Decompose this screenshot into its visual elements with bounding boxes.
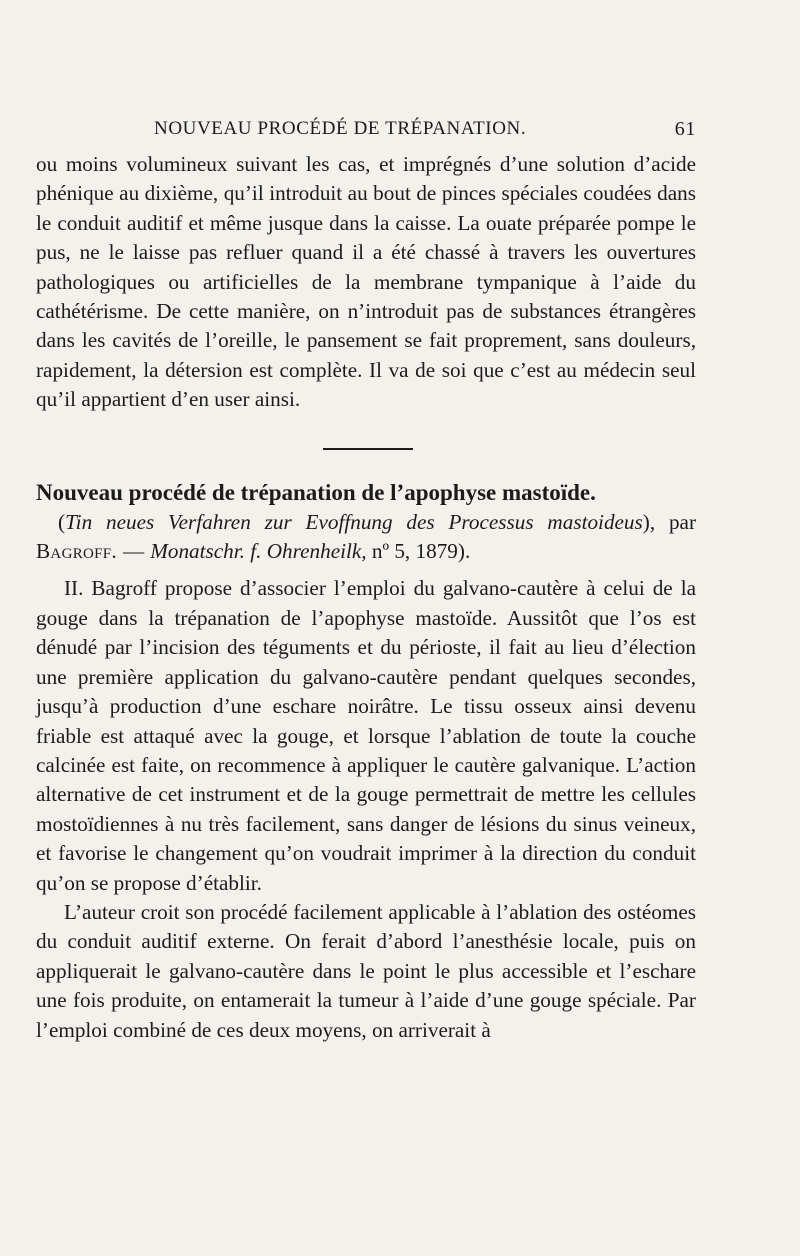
- citation-open-paren: (: [58, 509, 66, 534]
- page-number: 61: [674, 118, 696, 140]
- citation-original-title: Tin neues Verfahren zur Evoffnung des Processus mastoideus: [65, 509, 643, 534]
- section-divider: [323, 448, 413, 450]
- article-paragraph: L’auteur croit son procédé facilement applicable à l’ablation des ostéomes du conduit auditif externe. On ferait d’abord l’anesthésie locale, puis on appliquerait le galvano-cautère dans le point le plus accessible et l’eschare une fois produite, on entamerait la tumeur à l’aide d’une gouge spéciale. Par l’emploi combiné de ces deux moyens, on arriverait à: [36, 899, 696, 1042]
- citation-by: ), par: [642, 509, 697, 534]
- citation-issue: nº 5, 1879).: [371, 539, 471, 564]
- article-citation: [36, 508, 696, 567]
- running-title: NOUVEAU PROCÉDÉ DE TRÉPANATION.: [154, 118, 527, 139]
- citation-author: Bagroff.: [36, 539, 118, 564]
- citation-dash: —: [123, 539, 145, 564]
- article-paragraph: II. Bagroff propose d’associer l’emploi du galvano-cautère à celui de la gouge dans la trépanation de l’apophyse mastoïde. Aussitôt que l’os est dénudé par l’incision des téguments et du périoste, il fait au lieu d’élection une première application du galvano-cautère pendant quelques secondes, jusqu’à production d’une eschare noirâtre. Le tissu osseux ainsi devenu friable est attaqué avec la gouge, et lorsque l’ablation de toute la couche calcinée est faite, on recommence à appliquer le cautère galvanique. L’action alternative de cet instrument et de la gouge permettrait de mettre les cellules mostoïdiennes à nu très facilement, sans danger de lésions du sinus veineux, et favorise le changement qu’on voudrait imprimer à la direction du conduit qu’on se propose d’établir.: [36, 576, 696, 895]
- article-title: Nouveau procédé de trépanation de l’apophyse mastoïde.: [36, 479, 596, 505]
- continuation-paragraph: ou moins volumineux suivant les cas, et imprégnés d’une solution d’acide phénique au dixième, qu’il introduit au bout de pinces spéciales coudées dans le conduit auditif et même jusque dans la caisse. La ouate préparée pompe le pus, ne le laisse pas refluer quand il a été chassé à travers les ouvertures pathologiques ou artificielles de la membrane tympanique à l’aide du cathétérisme. De cette manière, on n’introduit pas de substances étrangères dans les cavités de l’oreille, le pansement se fait proprement, sans douleurs, rapidement, la détersion est complète. Il va de soi que c’est au médecin seul qu’il appartient d’en user ainsi.: [36, 152, 696, 412]
- running-head: [36, 118, 696, 144]
- citation-journal: Monatschr. f. Ohrenheilk,: [150, 539, 367, 564]
